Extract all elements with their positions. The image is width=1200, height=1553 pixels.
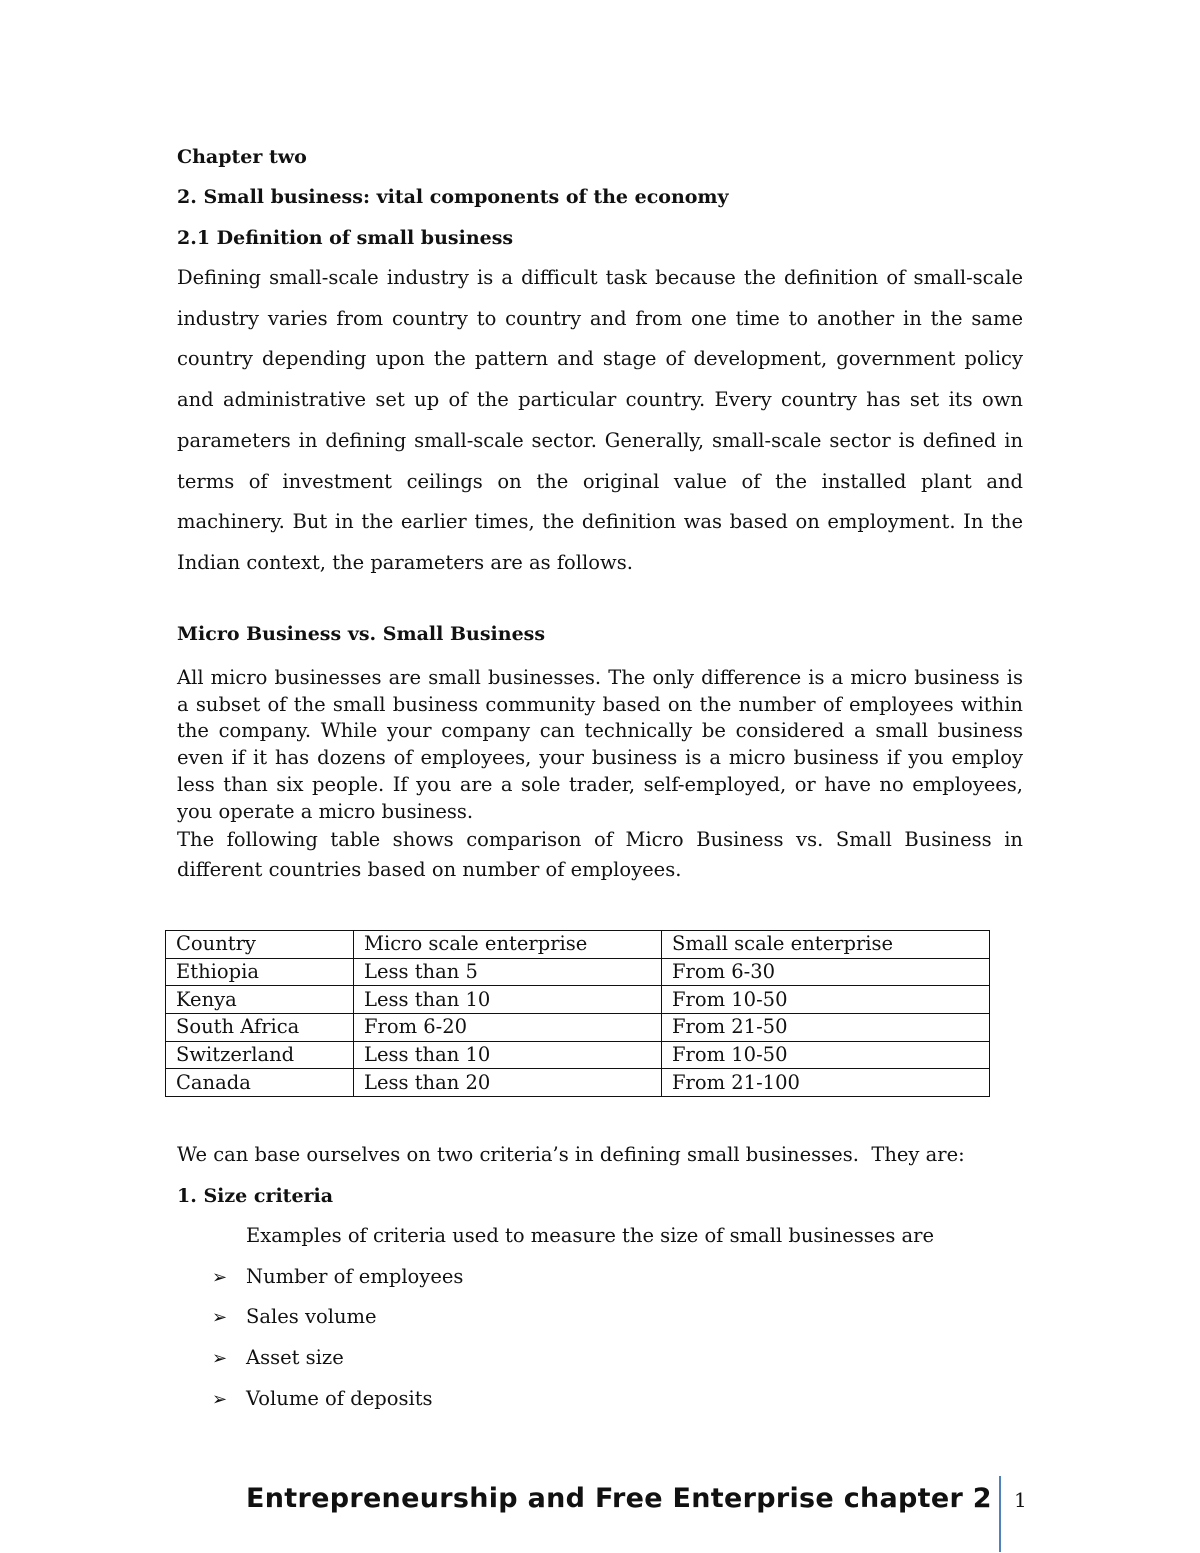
list-item-text: Volume of deposits — [246, 1387, 433, 1410]
micro-paragraph: All micro businesses are small businesses. The only difference is a micro business is a subset of the small business community based on the number of employees within the company. While your company can technically be considered a small business even if it has dozens of employees, your business is a micro business if you employ less than six people. If you are a sole trader, self-employed, or have no employees, you operate a micro business. — [177, 666, 1023, 823]
footer-divider — [999, 1476, 1001, 1552]
list-item — [212, 1262, 463, 1292]
table-header-cell: Country — [166, 931, 354, 959]
table-cell-country: South Africa — [166, 1014, 354, 1042]
table-cell-micro: Less than 10 — [354, 1041, 662, 1069]
size-criteria-heading: 1. Size criteria — [177, 1185, 334, 1207]
table-header-row — [166, 931, 990, 959]
list-item — [212, 1302, 377, 1332]
table-cell-small: From 21-100 — [662, 1069, 990, 1097]
table-cell-country: Ethiopia — [166, 958, 354, 986]
table-cell-small: From 10-50 — [662, 1041, 990, 1069]
table-cell-country: Kenya — [166, 986, 354, 1014]
table-header-cell: Micro scale enterprise — [354, 931, 662, 959]
arrow-bullet-icon: ➢ — [212, 1267, 228, 1288]
table-cell-micro: From 6-20 — [354, 1014, 662, 1042]
table-cell-small: From 10-50 — [662, 986, 990, 1014]
list-item-text: Sales volume — [246, 1305, 377, 1328]
list-item-text: Number of employees — [246, 1265, 464, 1288]
table-cell-country: Canada — [166, 1069, 354, 1097]
table-cell-micro: Less than 20 — [354, 1069, 662, 1097]
section-title: 2. Small business: vital components of the economy — [177, 186, 729, 208]
table-cell-micro: Less than 10 — [354, 986, 662, 1014]
table-row — [166, 986, 990, 1014]
definition-paragraph — [177, 258, 1023, 584]
chapter-label: Chapter two — [177, 146, 307, 168]
table-cell-small: From 21-50 — [662, 1014, 990, 1042]
arrow-bullet-icon: ➢ — [212, 1389, 228, 1410]
table-cell-country: Switzerland — [166, 1041, 354, 1069]
footer-title: Entrepreneurship and Free Enterprise chapter 2 — [246, 1483, 992, 1514]
table-intro-paragraph: The following table shows comparison of Micro Business vs. Small Business in different countries based on number of employees. — [177, 828, 1023, 882]
size-criteria-intro: Examples of criteria used to measure the size of small businesses are — [246, 1224, 935, 1247]
arrow-bullet-icon: ➢ — [212, 1348, 228, 1369]
table-row — [166, 1014, 990, 1042]
table-row — [166, 958, 990, 986]
table-header-cell: Small scale enterprise — [662, 931, 990, 959]
table-cell-micro: Less than 5 — [354, 958, 662, 986]
comparison-table — [165, 930, 990, 1097]
criteria-intro: We can base ourselves on two criteria’s in defining small businesses. They are: — [177, 1143, 965, 1166]
list-item — [212, 1343, 344, 1373]
arrow-bullet-icon: ➢ — [212, 1307, 228, 1328]
definition-paragraph-text: Defining small-scale industry is a difficult task because the definition of small-scale industry varies from country to country and from one time to another in the same country depending upon the pattern and stage of development, government policy and administrative set up of the particular country. Every country has set its own parameters in defining small-scale sector. Generally, small-scale sector is defined in terms of investment ceilings on the original value of the installed plant and machinery. But in the earlier times, the definition was based on employment. In the Indian context, the parameters are as follows. — [177, 266, 1023, 574]
list-item — [212, 1384, 433, 1414]
micro-paragraph-block — [177, 665, 1023, 885]
comparison-table-body — [166, 931, 990, 1097]
table-row — [166, 1069, 990, 1097]
subsection-title: 2.1 Definition of small business — [177, 227, 514, 249]
table-cell-small: From 6-30 — [662, 958, 990, 986]
list-item-text: Asset size — [246, 1346, 344, 1369]
page-number: 1 — [1014, 1488, 1027, 1512]
table-row — [166, 1041, 990, 1069]
micro-vs-small-heading: Micro Business vs. Small Business — [177, 623, 546, 645]
